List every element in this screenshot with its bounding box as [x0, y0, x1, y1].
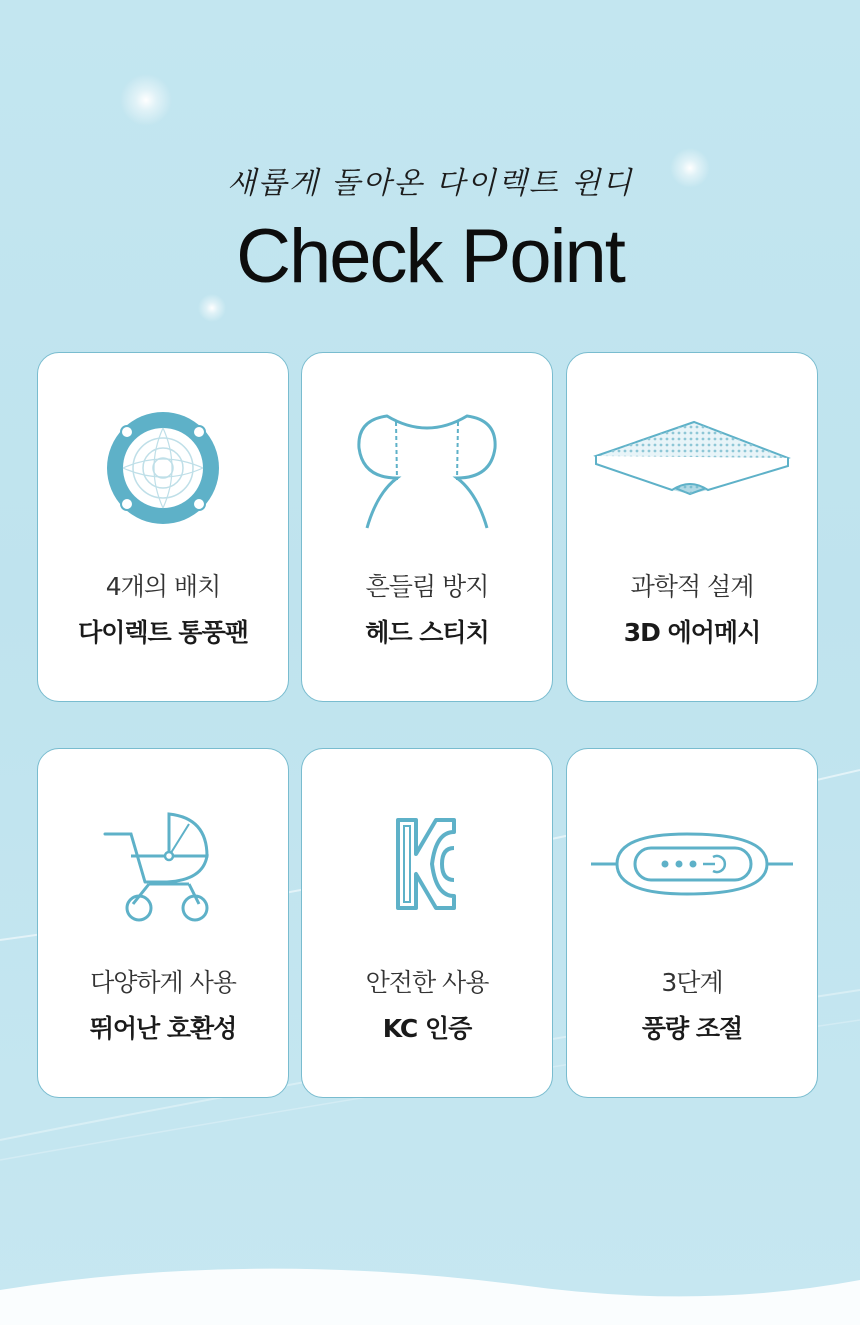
- head-stitch-icon: [337, 398, 517, 538]
- card-heading: 풍량 조절: [641, 1014, 743, 1043]
- feature-card-kc: [301, 748, 553, 1098]
- card-caption: 과학적 설계: [630, 572, 754, 601]
- feature-card-head-stitch: [301, 352, 553, 702]
- stroller-icon: [103, 804, 223, 924]
- kc-mark-icon: [392, 814, 462, 914]
- fan-icon: [103, 408, 223, 528]
- feature-card-controller: [566, 748, 818, 1098]
- card-caption: 안전한 사용: [365, 968, 489, 997]
- card-heading: 3D 에어메시: [623, 618, 761, 647]
- card-caption: 3단계: [661, 968, 723, 997]
- card-caption: 흔들림 방지: [365, 572, 489, 601]
- air-mesh-icon: [592, 418, 792, 518]
- card-heading: 뛰어난 호환성: [89, 1014, 237, 1043]
- card-caption: 다양하게 사용: [90, 968, 236, 997]
- page-title: Check Point: [236, 214, 624, 299]
- feature-card-fan: [37, 352, 289, 702]
- feature-card-air-mesh: [566, 352, 818, 702]
- feature-card-compatibility: [37, 748, 289, 1098]
- card-heading: KC 인증: [382, 1014, 472, 1043]
- controller-icon: [587, 824, 797, 904]
- page-subtitle: 새롭게 돌아온 다이렉트 윈디: [226, 166, 634, 201]
- card-caption: 4개의 배치: [105, 572, 221, 601]
- card-heading: 다이렉트 통풍팬: [78, 618, 248, 647]
- card-heading: 헤드 스티치: [365, 618, 489, 647]
